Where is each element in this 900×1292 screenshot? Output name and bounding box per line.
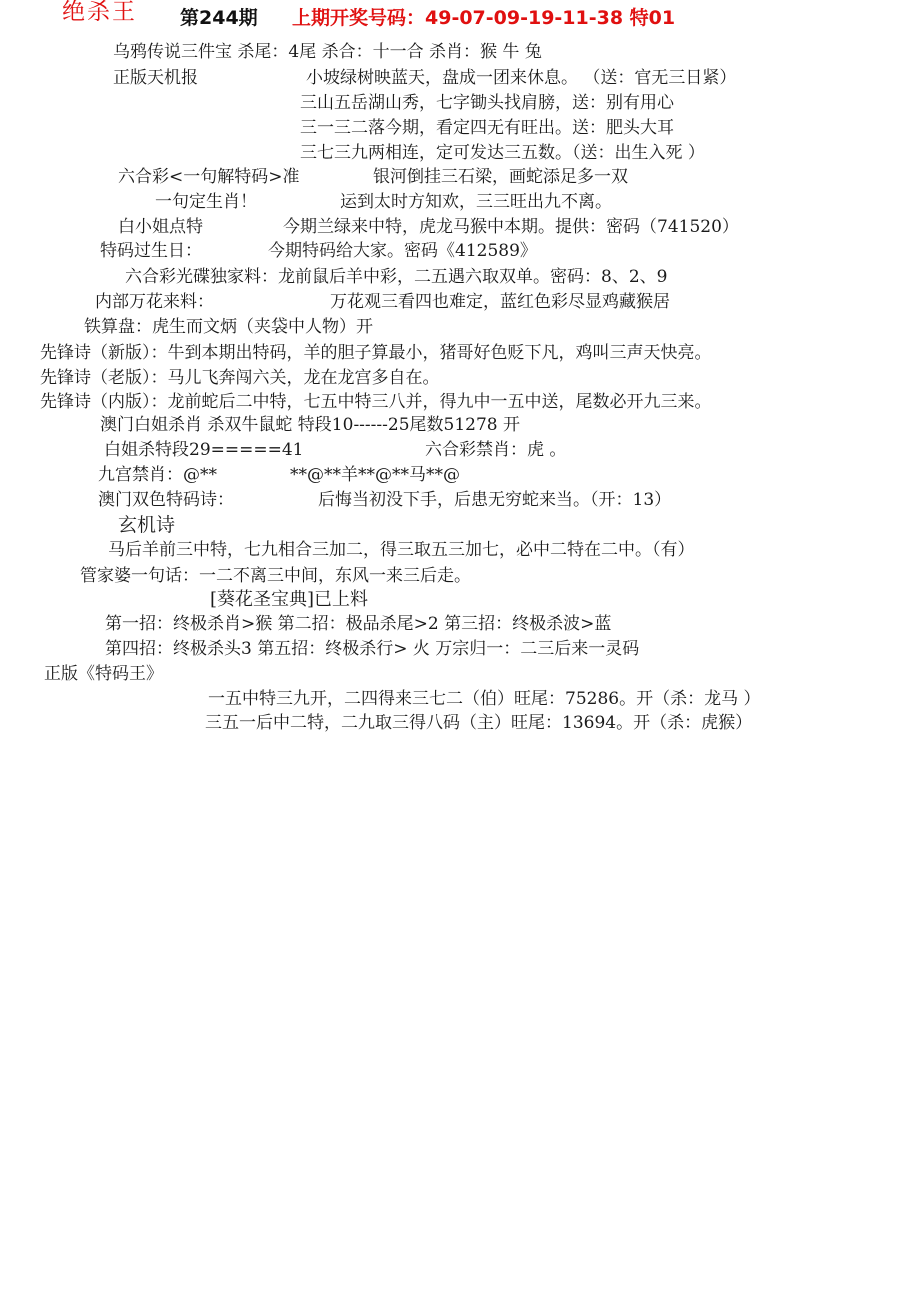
- text-line-label: 内部万花来料：: [95, 292, 214, 312]
- issue-number: 第244期: [180, 7, 258, 29]
- text-line: 马后羊前三中特，七九相合三加二，得三取五三加七，必中二特在二中。（有）: [108, 540, 695, 560]
- text-line: 银河倒挂三石梁，画蛇添足多一双: [373, 167, 628, 187]
- text-line: 三一三二落今期，看定四无有旺出。送：肥头大耳: [300, 118, 674, 138]
- text-line-label: 九宫禁肖：@**: [98, 465, 217, 485]
- text-line: 澳门白姐杀肖 杀双牛鼠蛇 特段10------25尾数51278 开: [100, 415, 521, 435]
- text-line: **@**羊**@**马**@: [290, 465, 460, 485]
- text-line: 先锋诗（新版）：牛到本期出特码，羊的胆子算最小，猪哥好色贬下凡，鸡叫三声天快亮。: [40, 343, 712, 363]
- text-line-label: 特码过生日：: [100, 241, 202, 261]
- text-line: 第四招：终极杀头3 第五招：终极杀行> 火 万宗归一：二三后来一灵码: [105, 639, 640, 659]
- section-heading: [葵花圣宝典]已上料: [210, 589, 369, 610]
- text-line: 三五一后中二特，二九取三得八码（主）旺尾：13694。开（杀：虎猴）: [205, 713, 753, 733]
- section-heading: 玄机诗: [118, 514, 176, 536]
- section-heading: 正版《特码王》: [44, 664, 163, 684]
- text-line: 三七三九两相连，定可发达三五数。（送：出生入死 ）: [300, 143, 705, 163]
- text-line-label: 六合彩<一句解特码>准: [118, 167, 300, 187]
- text-line: 小坡绿树映蓝天，盘成一团来休息。 （送：官无三日紧）: [306, 68, 737, 88]
- logo-title: 绝杀王: [62, 0, 137, 25]
- text-line: 第一招：终极杀肖>猴 第二招：极品杀尾>2 第三招：终极杀波>蓝: [105, 614, 612, 634]
- text-line: 三山五岳湖山秀，七字锄头找肩膀，送：别有用心: [300, 93, 674, 113]
- text-line-label: 白小姐点特: [118, 217, 203, 237]
- text-line-label: 正版天机报: [113, 68, 198, 88]
- last-draw-result: 上期开奖号码：49-07-09-19-11-38 特01: [292, 7, 676, 29]
- text-line: 今期兰绿来中特，虎龙马猴中本期。提供：密码（741520）: [283, 217, 739, 237]
- text-line: 后悔当初没下手，后患无穷蛇来当。（开：13）: [318, 490, 672, 510]
- text-line: 六合彩光碟独家料：龙前鼠后羊中彩，二五遇六取双单。密码：8、2、9: [125, 267, 668, 287]
- text-line: 六合彩禁肖：虎 。: [425, 440, 567, 460]
- text-line: 乌鸦传说三件宝 杀尾：4尾 杀合：十一合 杀肖：猴 牛 兔: [113, 42, 542, 62]
- text-line: 管家婆一句话：一二不离三中间，东风一来三后走。: [80, 566, 471, 586]
- text-line: 运到太时方知欢，三三旺出九不离。: [340, 192, 612, 212]
- text-line: 今期特码给大家。密码《412589》: [268, 241, 537, 261]
- text-line: 铁算盘：虎生而文炳（夹袋中人物）开: [84, 317, 373, 337]
- text-line: 先锋诗（老版）：马儿飞奔闯六关，龙在龙宫多自在。: [40, 368, 440, 388]
- text-line: 万花观三看四也难定，蓝红色彩尽显鸡藏猴居: [330, 292, 670, 312]
- text-line: 白姐杀特段29=====41: [104, 440, 304, 460]
- text-line-label: 一句定生肖！: [155, 192, 257, 212]
- text-line-label: 澳门双色特码诗：: [98, 490, 234, 510]
- text-line: 先锋诗（内版）：龙前蛇后二中特，七五中特三八并，得九中一五中送，尾数必开九三来。: [40, 392, 712, 412]
- text-line: 一五中特三九开，二四得来三七二（伯）旺尾：75286。开（杀：龙马 ）: [208, 689, 761, 709]
